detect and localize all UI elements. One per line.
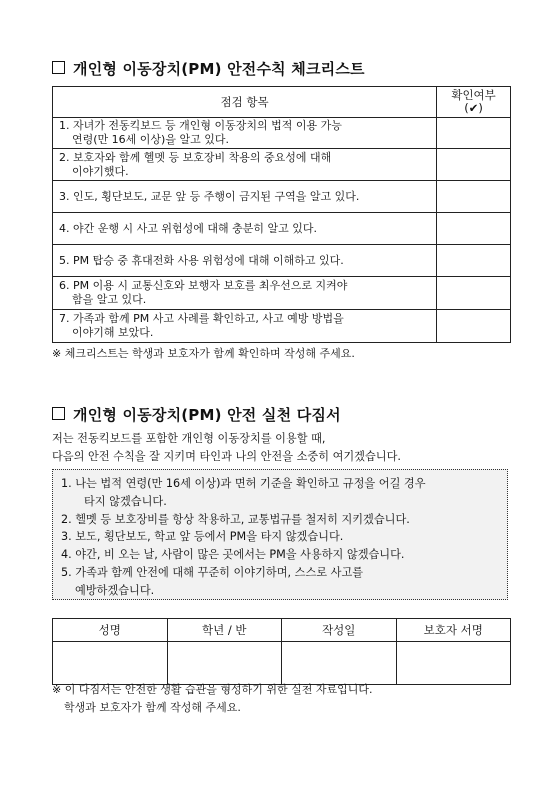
pledge-note-line: 학생과 보호자가 함께 작성해 주세요. (64, 701, 241, 714)
col-header-item: 점검 항목 (53, 87, 437, 118)
grade-class-field[interactable] (167, 642, 282, 685)
checklist-item-text: 4. 야간 운행 시 사고 위험성에 대해 충분히 알고 있다. (53, 213, 437, 245)
checklist-checkbox-cell[interactable] (437, 245, 511, 277)
checklist-item-text: 6. PM 이용 시 교통신호와 보행자 보호를 최우선으로 지켜야 함을 알고 있다. (53, 277, 437, 310)
checklist-checkbox-cell[interactable] (437, 213, 511, 245)
signature-table (52, 618, 511, 685)
pledge-item: 5. 가족과 함께 안전에 대해 꾸준히 이야기하며, 스스로 사고를 (61, 565, 364, 579)
checklist-checkbox-cell[interactable] (437, 181, 511, 213)
pledge-heading (52, 404, 341, 425)
checklist-heading (52, 58, 365, 79)
col-header-confirm (437, 87, 511, 118)
checklist-row (53, 118, 511, 149)
pledge-note-line: ※ 이 다짐서는 안전한 생활 습관을 형성하기 위한 실천 자료입니다. (52, 683, 373, 696)
signature-input-row (53, 642, 511, 685)
pledge-item: 2. 헬멧 등 보호장비를 항상 착용하고, 교통법규를 철저히 지키겠습니다. (61, 512, 410, 526)
col-header-confirm-mark: (✔) (464, 101, 483, 115)
checklist-header-row (53, 87, 511, 118)
checklist-checkbox-cell[interactable] (437, 310, 511, 343)
sign-header-name: 성명 (53, 619, 168, 642)
square-bullet-icon (52, 61, 65, 74)
guardian-signature-field[interactable] (396, 642, 511, 685)
checklist-item-text: 3. 인도, 횡단보도, 교문 앞 등 주행이 금지된 구역을 알고 있다. (53, 181, 437, 213)
sign-header-guardian-signature: 보호자 서명 (396, 619, 511, 642)
name-field[interactable] (53, 642, 168, 685)
checklist-item-text: 5. PM 탑승 중 휴대전화 사용 위험성에 대해 이해하고 있다. (53, 245, 437, 277)
col-header-confirm-label: 확인여부 (451, 88, 496, 102)
checklist-row (53, 213, 511, 245)
pledge-item: 3. 보도, 횡단보도, 학교 앞 등에서 PM을 타지 않겠습니다. (61, 530, 344, 544)
pledge-item: 1. 나는 법적 연령(만 16세 이상)과 면허 기준을 확인하고 규정을 어길 경우 (61, 477, 426, 490)
checklist-checkbox-cell[interactable] (437, 277, 511, 310)
pledge-note (52, 682, 372, 715)
pledge-item-continued: 예방하겠습니다. (75, 583, 155, 597)
pledge-item-continued: 타지 않겠습니다. (84, 494, 167, 508)
checklist-row (53, 277, 511, 310)
checklist-table (52, 86, 511, 343)
checklist-row (53, 310, 511, 343)
pledge-item: 4. 야간, 비 오는 날, 사람이 많은 곳에서는 PM을 사용하지 않겠습니다. (61, 548, 405, 562)
signature-header-row (53, 619, 511, 642)
sign-header-date: 작성일 (282, 619, 397, 642)
checklist-checkbox-cell[interactable] (437, 149, 511, 181)
checklist-item-text: 2. 보호자와 함께 헬멧 등 보호장비 착용의 중요성에 대해 이야기했다. (53, 149, 437, 181)
pledge-list-box (52, 469, 508, 600)
checklist-row (53, 245, 511, 277)
checklist-checkbox-cell[interactable] (437, 118, 511, 149)
pledge-title: 개인형 이동장치(PM) 안전 실천 다짐서 (73, 406, 341, 424)
pledge-intro (52, 430, 401, 466)
checklist-item-text: 7. 가족과 함께 PM 사고 사례를 확인하고, 사고 예방 방법을 이야기해 보았다. (53, 310, 437, 343)
date-field[interactable] (282, 642, 397, 685)
pledge-intro-line: 다음의 안전 수칙을 잘 지키며 타인과 나의 안전을 소중히 여기겠습니다. (52, 450, 401, 463)
checklist-title: 개인형 이동장치(PM) 안전수칙 체크리스트 (73, 60, 365, 78)
sign-header-grade-class: 학년 / 반 (167, 619, 282, 642)
checklist-row (53, 149, 511, 181)
checklist-row (53, 181, 511, 213)
checklist-item-text: 1. 자녀가 전동킥보드 등 개인형 이동장치의 법적 이용 가능 연령(만 16세 이상)을 알고 있다. (53, 118, 437, 149)
checklist-note: ※ 체크리스트는 학생과 보호자가 함께 확인하며 작성해 주세요. (52, 347, 355, 360)
square-bullet-icon (52, 407, 65, 420)
pledge-intro-line: 저는 전동킥보드를 포함한 개인형 이동장치를 이용할 때, (52, 432, 326, 445)
